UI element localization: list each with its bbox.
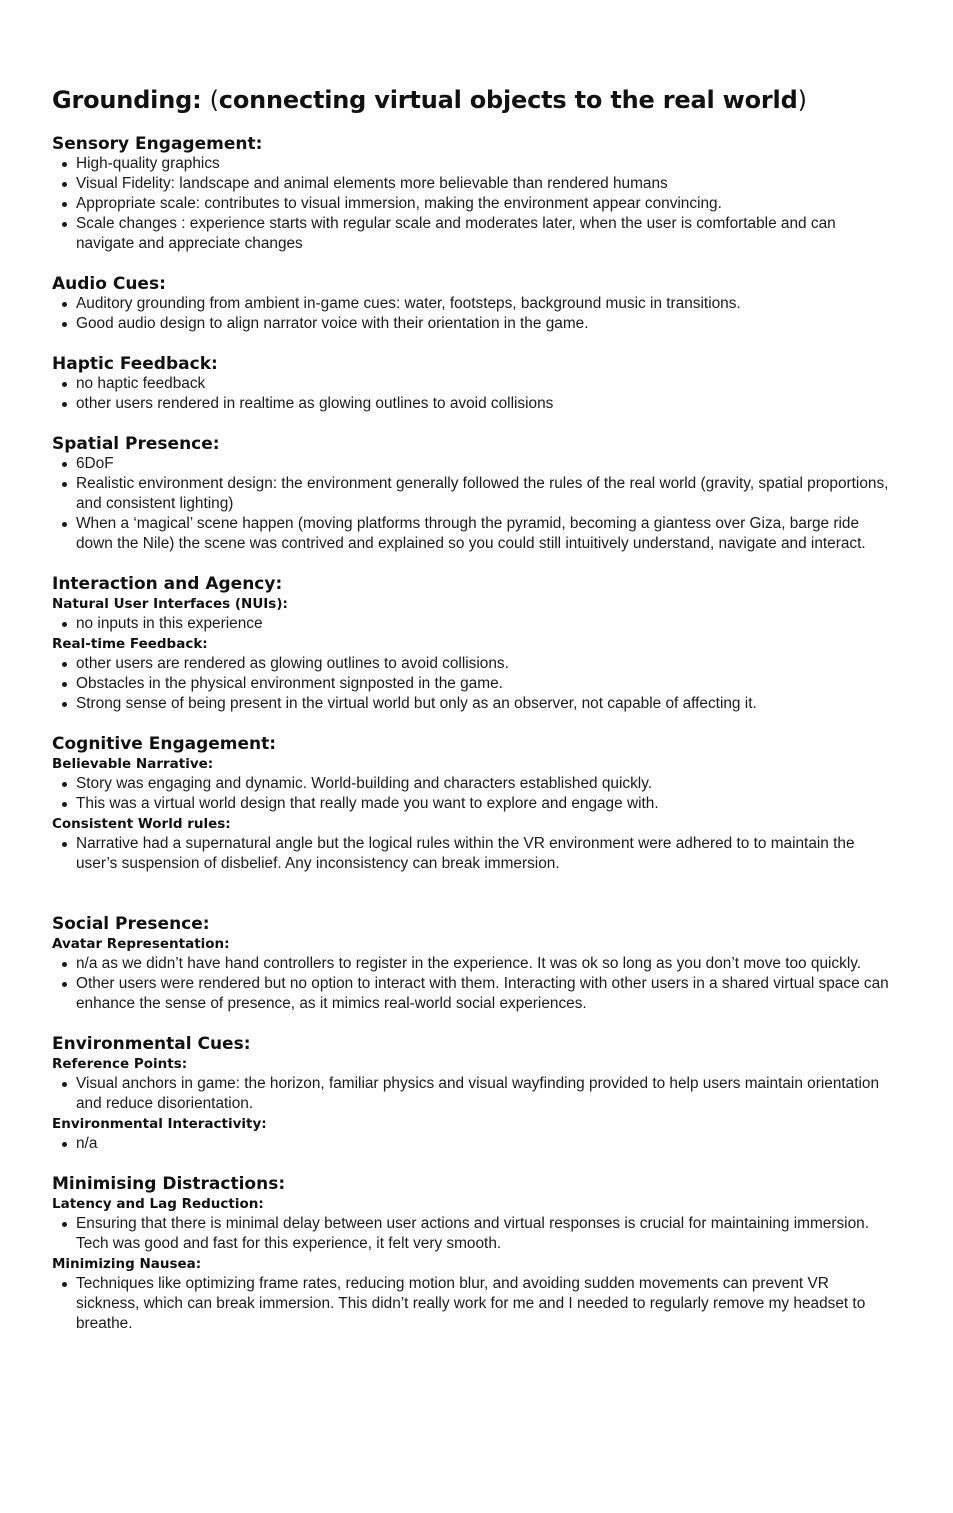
section-heading: Audio Cues: bbox=[52, 274, 166, 294]
section-heading: Social Presence: bbox=[52, 914, 210, 934]
list-item: Auditory grounding from ambient in-game cues: water, footsteps, background music in transitions. bbox=[52, 294, 892, 314]
sub-heading: Avatar Representation: bbox=[52, 936, 230, 952]
list-item: Other users were rendered but no option to interact with them. Interacting with other users in a shared virtual space can enhance the sense of presence, as it mimics real-world social experiences. bbox=[52, 974, 892, 1014]
section-sensory-engagement bbox=[52, 134, 892, 254]
bullet-list bbox=[52, 774, 892, 814]
sub-heading: Minimizing Nausea: bbox=[52, 1256, 202, 1272]
section-heading: Minimising Distractions: bbox=[52, 1174, 286, 1194]
list-item: no inputs in this experience bbox=[52, 614, 892, 634]
section-interaction-agency bbox=[52, 574, 892, 714]
section-cognitive-engagement bbox=[52, 734, 892, 874]
list-item: Narrative had a supernatural angle but the logical rules within the VR environment were adhered to to maintain the user’s suspension of disbelief. Any inconsistency can break immersion. bbox=[52, 834, 892, 874]
list-item: n/a bbox=[52, 1134, 892, 1154]
list-item: other users are rendered as glowing outlines to avoid collisions. bbox=[52, 654, 892, 674]
section-heading: Cognitive Engagement: bbox=[52, 734, 277, 754]
list-item: n/a as we didn’t have hand controllers to register in the experience. It was ok so long as you don’t move too quickly. bbox=[52, 954, 892, 974]
bullet-list bbox=[52, 1274, 892, 1334]
section-spatial-presence bbox=[52, 434, 892, 554]
sub-heading: Believable Narrative: bbox=[52, 756, 214, 772]
list-item: Scale changes : experience starts with regular scale and moderates later, when the user is comfortable and can navigate and appreciate changes bbox=[52, 214, 892, 254]
list-item: no haptic feedback bbox=[52, 374, 892, 394]
section-heading: Haptic Feedback: bbox=[52, 354, 218, 374]
section-heading: Spatial Presence: bbox=[52, 434, 220, 454]
bullet-list bbox=[52, 154, 892, 254]
section-heading: Sensory Engagement: bbox=[52, 134, 263, 154]
bullet-list bbox=[52, 1074, 892, 1114]
sub-heading: Environmental Interactivity: bbox=[52, 1116, 267, 1132]
bullet-list bbox=[52, 1214, 892, 1254]
title-subtitle: connecting virtual objects to the real world bbox=[218, 86, 798, 114]
sub-heading: Reference Points: bbox=[52, 1056, 188, 1072]
list-item: Realistic environment design: the environment generally followed the rules of the real world (gravity, spatial proportions, and consistent lighting) bbox=[52, 474, 892, 514]
title-open-paren: ( bbox=[209, 86, 219, 114]
sub-heading: Real-time Feedback: bbox=[52, 636, 208, 652]
sub-heading: Natural User Interfaces (NUIs): bbox=[52, 596, 288, 612]
list-item: Strong sense of being present in the virtual world but only as an observer, not capable of affecting it. bbox=[52, 694, 892, 714]
list-item: Visual Fidelity: landscape and animal elements more believable than rendered humans bbox=[52, 174, 892, 194]
list-item: Story was engaging and dynamic. World-building and characters established quickly. bbox=[52, 774, 892, 794]
list-item: Techniques like optimizing frame rates, reducing motion blur, and avoiding sudden movements can prevent VR sickness, which can break immersion. This didn’t really work for me and I needed to regularly remove my headset to breathe. bbox=[52, 1274, 892, 1334]
bullet-list bbox=[52, 294, 892, 334]
section-heading: Environmental Cues: bbox=[52, 1034, 251, 1054]
section-audio-cues bbox=[52, 274, 892, 334]
list-item: When a ‘magical’ scene happen (moving platforms through the pyramid, becoming a giantess over Giza, barge ride down the Nile) the scene was contrived and explained so you could still intuitively understand, navigate and interact. bbox=[52, 514, 892, 554]
bullet-list bbox=[52, 454, 892, 554]
document-page bbox=[52, 84, 892, 1334]
section-environmental-cues bbox=[52, 1034, 892, 1154]
list-item: Ensuring that there is minimal delay between user actions and virtual responses is crucial for maintaining immersion. Tech was good and fast for this experience, it felt very smooth. bbox=[52, 1214, 892, 1254]
bullet-list bbox=[52, 834, 892, 874]
bullet-list bbox=[52, 954, 892, 1014]
list-item: Obstacles in the physical environment signposted in the game. bbox=[52, 674, 892, 694]
title-main: Grounding: bbox=[52, 86, 202, 114]
title-close-paren: ) bbox=[797, 86, 807, 114]
list-item: Good audio design to align narrator voice with their orientation in the game. bbox=[52, 314, 892, 334]
section-heading: Interaction and Agency: bbox=[52, 574, 283, 594]
list-item: other users rendered in realtime as glowing outlines to avoid collisions bbox=[52, 394, 892, 414]
bullet-list bbox=[52, 1134, 892, 1154]
sub-heading: Latency and Lag Reduction: bbox=[52, 1196, 264, 1212]
list-item: 6DoF bbox=[52, 454, 892, 474]
list-item: Appropriate scale: contributes to visual immersion, making the environment appear convincing. bbox=[52, 194, 892, 214]
sub-heading: Consistent World rules: bbox=[52, 816, 231, 832]
bullet-list bbox=[52, 374, 892, 414]
list-item: High-quality graphics bbox=[52, 154, 892, 174]
section-minimising-distractions bbox=[52, 1174, 892, 1334]
page-title bbox=[52, 84, 892, 116]
section-haptic-feedback bbox=[52, 354, 892, 414]
bullet-list bbox=[52, 654, 892, 714]
list-item: Visual anchors in game: the horizon, familiar physics and visual wayfinding provided to help users maintain orientation and reduce disorientation. bbox=[52, 1074, 892, 1114]
section-social-presence bbox=[52, 914, 892, 1014]
list-item: This was a virtual world design that really made you want to explore and engage with. bbox=[52, 794, 892, 814]
bullet-list bbox=[52, 614, 892, 634]
